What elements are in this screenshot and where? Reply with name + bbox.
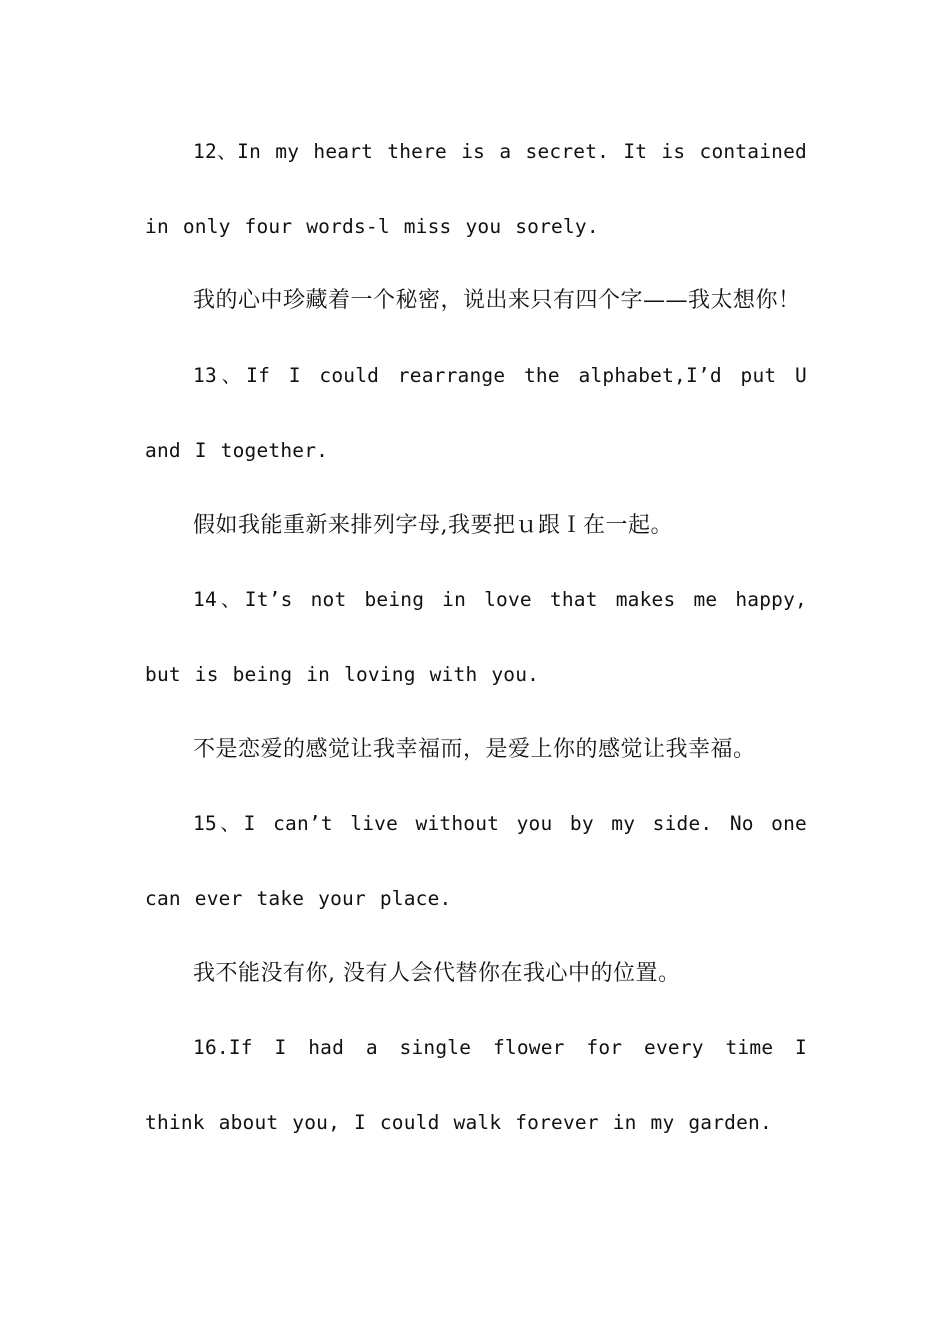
paragraph-13-chinese: 假如我能重新来排列字母,我要把ｕ跟Ｉ在一起。: [193, 512, 673, 538]
paragraph-14-chinese: 不是恋爱的感觉让我幸福而，是爱上你的感觉让我幸福。: [193, 736, 756, 762]
paragraph-14-english: 14、It’s not being in love that makes me happy, but is being in loving with you.: [145, 588, 807, 686]
paragraph-12-chinese: 我的心中珍藏着一个秘密，说出来只有四个字——我太想你！: [193, 288, 801, 314]
paragraph-13-english: 13、If I could rearrange the alphabet,I’d put U and I together.: [145, 364, 807, 462]
paragraph-16-english: 16.If I had a single flower for every time I think about you, I could walk forever in my garden.: [145, 1036, 807, 1135]
paragraph-15-english: 15、I can’t live without you by my side. No one can ever take your place.: [145, 812, 807, 911]
document-body: [145, 115, 807, 1161]
paragraph-12-english: 12、In my heart there is a secret. It is contained in only four words-l miss you sorely.: [145, 140, 807, 238]
paragraph-15-chinese: 我不能没有你, 没有人会代替你在我心中的位置。: [193, 960, 681, 986]
